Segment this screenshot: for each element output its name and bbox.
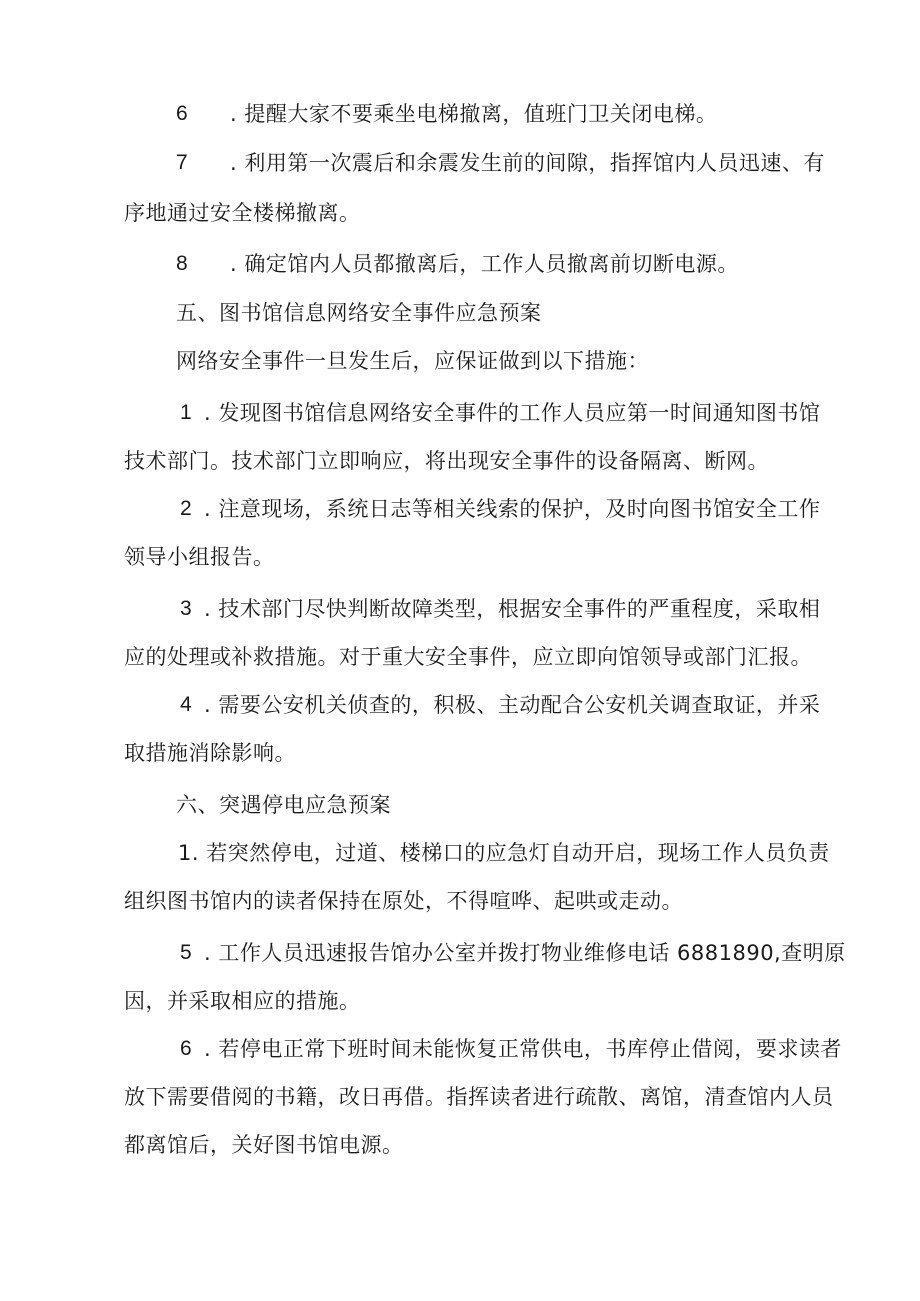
paragraph-text: 取措施消除影响。 [124, 741, 296, 765]
item-number: 1 [180, 401, 193, 424]
paragraph-text: 放下需要借阅的书籍，改日再借。指挥读者进行疏散、离馆，清查馆内人员 [124, 1085, 834, 1109]
paragraph-text: 应的处理或补救措施。对于重大安全事件，应立即向馆领导或部门汇报。 [124, 645, 812, 669]
heading-text: 六、突遇停电应急预案 [176, 793, 391, 817]
paragraph-text: . 提醒大家不要乘坐电梯撤离，值班门卫关闭电梯。 [230, 102, 718, 126]
paragraph-text: 都离馆后，关好图书馆电源。 [124, 1133, 404, 1157]
item-number: 2 [180, 497, 193, 520]
paragraph-text: . 需要公安机关侦查的，积极、主动配合公安机关调查取证，并采 [204, 693, 821, 717]
paragraph-text: 领导小组报告。 [124, 545, 275, 569]
paragraph-text: . 工作人员迅速报告馆办公室并拨打物业维修电话 6881890,查明原 [204, 941, 846, 965]
item-number: 3 [180, 597, 193, 620]
paragraph-text: 组织图书馆内的读者保持在原处，不得喧哗、起哄或走动。 [124, 889, 683, 913]
heading-text: 五、图书馆信息网络安全事件应急预案 [176, 301, 542, 325]
item-number: 7 [176, 151, 189, 174]
paragraph-text: 1. 若突然停电，过道、楼梯口的应急灯自动开启，现场工作人员负责 [178, 841, 830, 865]
paragraph-text: 技术部门。技术部门立即响应，将出现安全事件的设备隔离、断网。 [124, 449, 769, 473]
item-number: 5 [180, 941, 193, 964]
paragraph-text: . 注意现场，系统日志等相关线索的保护，及时向图书馆安全工作 [204, 497, 821, 521]
paragraph-text: . 技术部门尽快判断故障类型，根据安全事件的严重程度，采取相 [204, 597, 821, 621]
item-number: 4 [180, 693, 193, 716]
paragraph-text: . 利用第一次震后和余震发生前的间隙，指挥馆内人员迅速、有 [230, 151, 825, 175]
paragraph-text: 网络安全事件一旦发生后，应保证做到以下措施： [176, 349, 649, 373]
paragraph-text: . 确定馆内人员都撤离后，工作人员撤离前切断电源。 [230, 252, 739, 276]
paragraph-text: 序地通过安全楼梯撤离。 [124, 201, 361, 225]
paragraph-text: . 发现图书馆信息网络安全事件的工作人员应第一时间通知图书馆 [204, 401, 821, 425]
item-number: 6 [176, 102, 189, 125]
paragraph-text: . 若停电正常下班时间未能恢复正常供电，书库停止借阅，要求读者 [204, 1037, 842, 1061]
paragraph-text: 因，并采取相应的措施。 [124, 989, 361, 1013]
item-number: 8 [176, 252, 189, 275]
item-number: 6 [180, 1037, 193, 1060]
